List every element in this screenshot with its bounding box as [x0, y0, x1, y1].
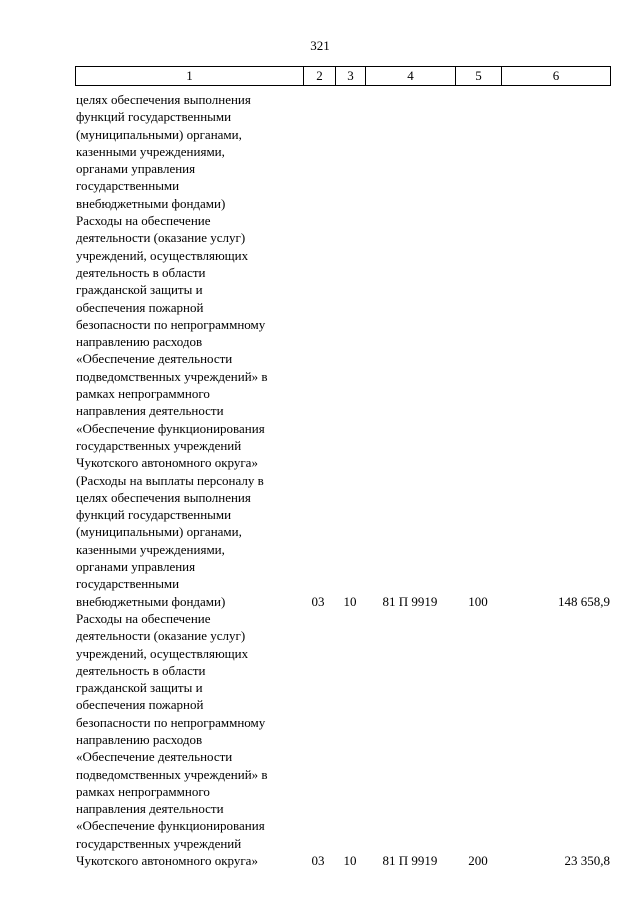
row-description-line: «Обеспечение функционирования — [76, 420, 265, 436]
row-description-line: целях обеспечения выполнения — [76, 489, 251, 505]
column-header-2: 2 — [304, 67, 336, 86]
row-description-line: деятельность в области — [76, 264, 206, 280]
row-description-line: Чукотского автономного округа» — [76, 853, 258, 869]
row-description-line: рамках непрограммного — [76, 386, 210, 402]
subsection-code: 10 — [343, 853, 357, 869]
row-description-line: органами управления — [76, 559, 196, 575]
row-description-line: деятельность в области — [76, 662, 206, 678]
table-row — [76, 610, 610, 869]
row-codes — [76, 852, 610, 869]
row-description-line: безопасности по непрограммному — [76, 714, 266, 730]
row-description-line: направления деятельности — [76, 403, 224, 419]
subsection-code: 10 — [343, 593, 357, 609]
row-description-line: подведомственных учреждений» в — [76, 766, 268, 782]
row-description-line: казенными учреждениями, — [76, 143, 225, 159]
column-header-1: 1 — [76, 67, 304, 86]
row-description-line: направления деятельности — [76, 801, 224, 817]
row-description-line: государственными — [76, 178, 180, 194]
section-code: 03 — [311, 593, 325, 609]
column-header-table — [75, 66, 611, 86]
column-header-5: 5 — [456, 67, 502, 86]
row-description-line: «Обеспечение деятельности — [76, 351, 233, 367]
row-description-line: обеспечения пожарной — [76, 299, 204, 315]
table-row — [76, 212, 610, 610]
row-description-line: «Обеспечение функционирования — [76, 818, 265, 834]
row-description-line: деятельности (оказание услуг) — [76, 628, 246, 644]
section-code: 03 — [311, 853, 325, 869]
row-description-line: Расходы на обеспечение — [76, 610, 211, 626]
row-description-line: (муниципальными) органами, — [76, 126, 242, 142]
row-description-line: Чукотского автономного округа» — [76, 455, 258, 471]
target-article-code: 81 П 9919 — [382, 593, 438, 609]
row-description-line: «Обеспечение деятельности — [76, 749, 233, 765]
row-description-line: деятельности (оказание услуг) — [76, 230, 246, 246]
table-body — [76, 91, 610, 869]
row-description-line: государственными — [76, 576, 180, 592]
row-description-line: внебюджетными фондами) — [76, 593, 226, 609]
column-header-3: 3 — [336, 67, 366, 86]
row-description-line: учреждений, осуществляющих — [76, 247, 249, 263]
row-description-line: внебюджетными фондами) — [76, 195, 226, 211]
row-description-line: гражданской защиты и — [76, 282, 203, 298]
row-description-line: государственных учреждений — [76, 437, 242, 453]
row-description-line: учреждений, осуществляющих — [76, 645, 249, 661]
row-description-line: казенными учреждениями, — [76, 541, 225, 557]
page-number: 321 — [310, 38, 330, 53]
row-description-line: рамках непрограммного — [76, 783, 210, 799]
column-header-4: 4 — [366, 67, 456, 86]
row-description-line: подведомственных учреждений» в — [76, 368, 268, 384]
row-codes — [76, 593, 610, 610]
row-description-line: Расходы на обеспечение — [76, 213, 211, 229]
row-description-line: безопасности по непрограммному — [76, 316, 266, 332]
row-description-line: органами управления — [76, 161, 196, 177]
row-description-line: направлению расходов — [76, 731, 203, 747]
target-article-code: 81 П 9919 — [382, 853, 438, 869]
row-description-line: (муниципальными) органами, — [76, 524, 242, 540]
expense-type-code: 100 — [468, 593, 488, 609]
column-header-6: 6 — [502, 67, 611, 86]
row-description-line: направлению расходов — [76, 334, 203, 350]
column-header-row — [76, 67, 611, 86]
row-description-line: функций государственными — [76, 109, 232, 125]
row-description-line: функций государственными — [76, 507, 232, 523]
row-description-line: гражданской защиты и — [76, 680, 203, 696]
expense-type-code: 200 — [468, 853, 488, 869]
amount: 148 658,9 — [558, 593, 610, 609]
row-description-line: целях обеспечения выполнения — [76, 92, 251, 107]
table-row — [76, 91, 610, 212]
amount: 23 350,8 — [564, 853, 610, 869]
row-description-line: (Расходы на выплаты персоналу в — [76, 472, 264, 488]
row-description-line: обеспечения пожарной — [76, 697, 204, 713]
row-description-line: государственных учреждений — [76, 835, 242, 851]
